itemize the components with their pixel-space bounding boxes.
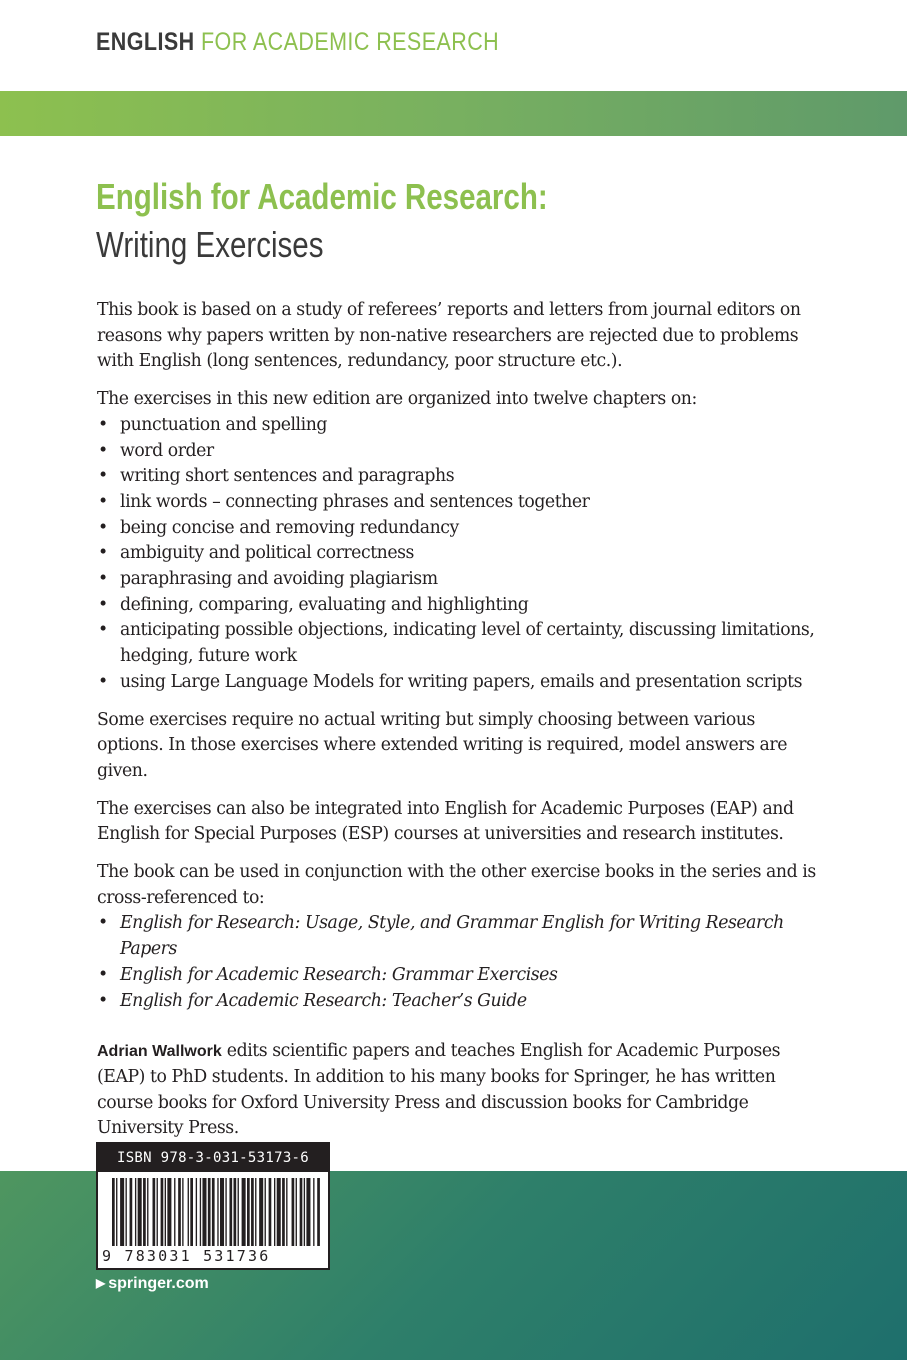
chapters-intro: The exercises in this new edition are organized into twelve chapters on: (97, 389, 697, 410)
barcode-box (96, 1142, 330, 1270)
barcode-bar (174, 1178, 175, 1248)
book-subtitle: Writing Exercises (96, 224, 324, 265)
barcode-bar (274, 1178, 275, 1248)
barcode-bar (259, 1178, 263, 1248)
barcode-bar (135, 1178, 136, 1248)
barcode-bar (306, 1178, 310, 1248)
barcode-bar (225, 1178, 226, 1248)
barcode-bar (196, 1178, 197, 1248)
barcode-bar (265, 1178, 266, 1248)
barcode-bar (188, 1178, 189, 1248)
barcode-bar (292, 1178, 295, 1248)
chapter-list (97, 413, 817, 696)
barcode-digits: 9 783031 531736 (98, 1246, 328, 1266)
springer-url: springer.com (108, 1275, 209, 1292)
list-item: • writing short sentences and paragraphs (97, 464, 817, 490)
list-item: • English for Research: Usage, Style, and Grammar English for Writing Research Papers (97, 911, 817, 962)
barcode-bar (300, 1178, 303, 1248)
options-paragraph: Some exercises require no actual writing but simply choosing between various options. In those exercises where extended writing is required, model answers are given. (97, 709, 787, 781)
barcode-bar (157, 1178, 158, 1248)
barcode-bar (178, 1178, 181, 1248)
barcode-bar (202, 1178, 206, 1248)
barcode-bar (220, 1178, 224, 1248)
barcode-bar (167, 1178, 171, 1248)
author-bio: edits scientific papers and teaches English for Academic Purposes (EAP) to PhD students. In addition to his many books for Springer, he has written course books for Oxford University Press and discussion books for Cambridge University Press. (97, 1041, 781, 1139)
barcode-bar (304, 1178, 305, 1248)
barcode-bar (238, 1178, 239, 1248)
blurb (97, 298, 817, 1154)
barcode-bar (247, 1178, 250, 1248)
barcode-bar (234, 1178, 237, 1248)
eap-paragraph: The exercises can also be integrated into English for Academic Purposes (EAP) and English for Special Purposes (ESP) courses at universities and research institutes. (97, 798, 794, 845)
list-item: • punctuation and spelling (97, 413, 817, 439)
series-name-light: FOR ACADEMIC RESEARCH (194, 28, 500, 56)
barcode-bar (130, 1178, 133, 1248)
barcode-bar (255, 1178, 256, 1248)
barcode-bar (147, 1178, 148, 1248)
list-item: • being concise and removing redundancy (97, 516, 817, 542)
list-item: • defining, comparing, evaluating and highlighting (97, 593, 817, 619)
barcode-bar (112, 1178, 115, 1248)
barcode-bar (242, 1178, 246, 1248)
series-name-bold: ENGLISH (96, 28, 195, 56)
barcode-bar (313, 1178, 314, 1248)
author-paragraph (97, 1039, 817, 1142)
list-item: • English for Academic Research: Grammar Exercises (97, 963, 817, 989)
top-color-band (0, 91, 907, 136)
list-item: • ambiguity and political correctness (97, 541, 817, 567)
barcode-bar (277, 1178, 281, 1248)
barcode-bar (229, 1178, 232, 1248)
barcode-bar (282, 1178, 285, 1248)
barcode-bar (165, 1178, 166, 1248)
barcode-bar (182, 1178, 183, 1248)
barcode-bar (126, 1178, 127, 1248)
isbn-label: ISBN 978-3-031-53173-6 (98, 1144, 328, 1172)
barcode-bar (116, 1178, 117, 1248)
barcode-bar (269, 1178, 272, 1248)
barcode-bar (153, 1178, 156, 1248)
barcode-bar (138, 1178, 142, 1248)
barcode-bar (200, 1178, 201, 1248)
barcode-bar (190, 1178, 193, 1248)
barcode-bar (161, 1178, 164, 1248)
barcode-bar (208, 1178, 211, 1248)
list-item: • English for Academic Research: Teacher’s Guide (97, 989, 817, 1015)
barcode-bar (251, 1178, 254, 1248)
barcode-bar (217, 1178, 218, 1248)
reference-list (97, 911, 817, 1014)
barcode-bars (112, 1178, 320, 1248)
list-item: • link words – connecting phrases and sentences together (97, 490, 817, 516)
barcode-bar (317, 1178, 320, 1248)
barcode-bar (296, 1178, 297, 1248)
list-item: • word order (97, 439, 817, 465)
series-paragraph: The book can be used in conjunction with the other exercise books in the series and is cross-referenced to: (97, 862, 816, 908)
list-item: • anticipating possible objections, indicating level of certainty, discussing limitations, hedging, future work (97, 618, 817, 669)
springer-link[interactable] (96, 1275, 209, 1293)
barcode-bar (212, 1178, 215, 1248)
intro-paragraph: This book is based on a study of referees’ reports and letters from journal editors on reasons why papers written by non-native researchers are rejected due to problems with English (long sentences, redundancy, poor structure etc.). (97, 300, 801, 372)
barcode-bar (120, 1178, 124, 1248)
series-header (96, 28, 499, 57)
arrow-right-icon: ▶ (96, 1276, 106, 1290)
list-item: • paraphrasing and avoiding plagiarism (97, 567, 817, 593)
barcode-bar (286, 1178, 287, 1248)
author-name: Adrian Wallwork (97, 1043, 222, 1061)
book-title: English for Academic Research: (96, 176, 548, 217)
barcode-bar (143, 1178, 146, 1248)
list-item: • using Large Language Models for writing papers, emails and presentation scripts (97, 670, 817, 696)
